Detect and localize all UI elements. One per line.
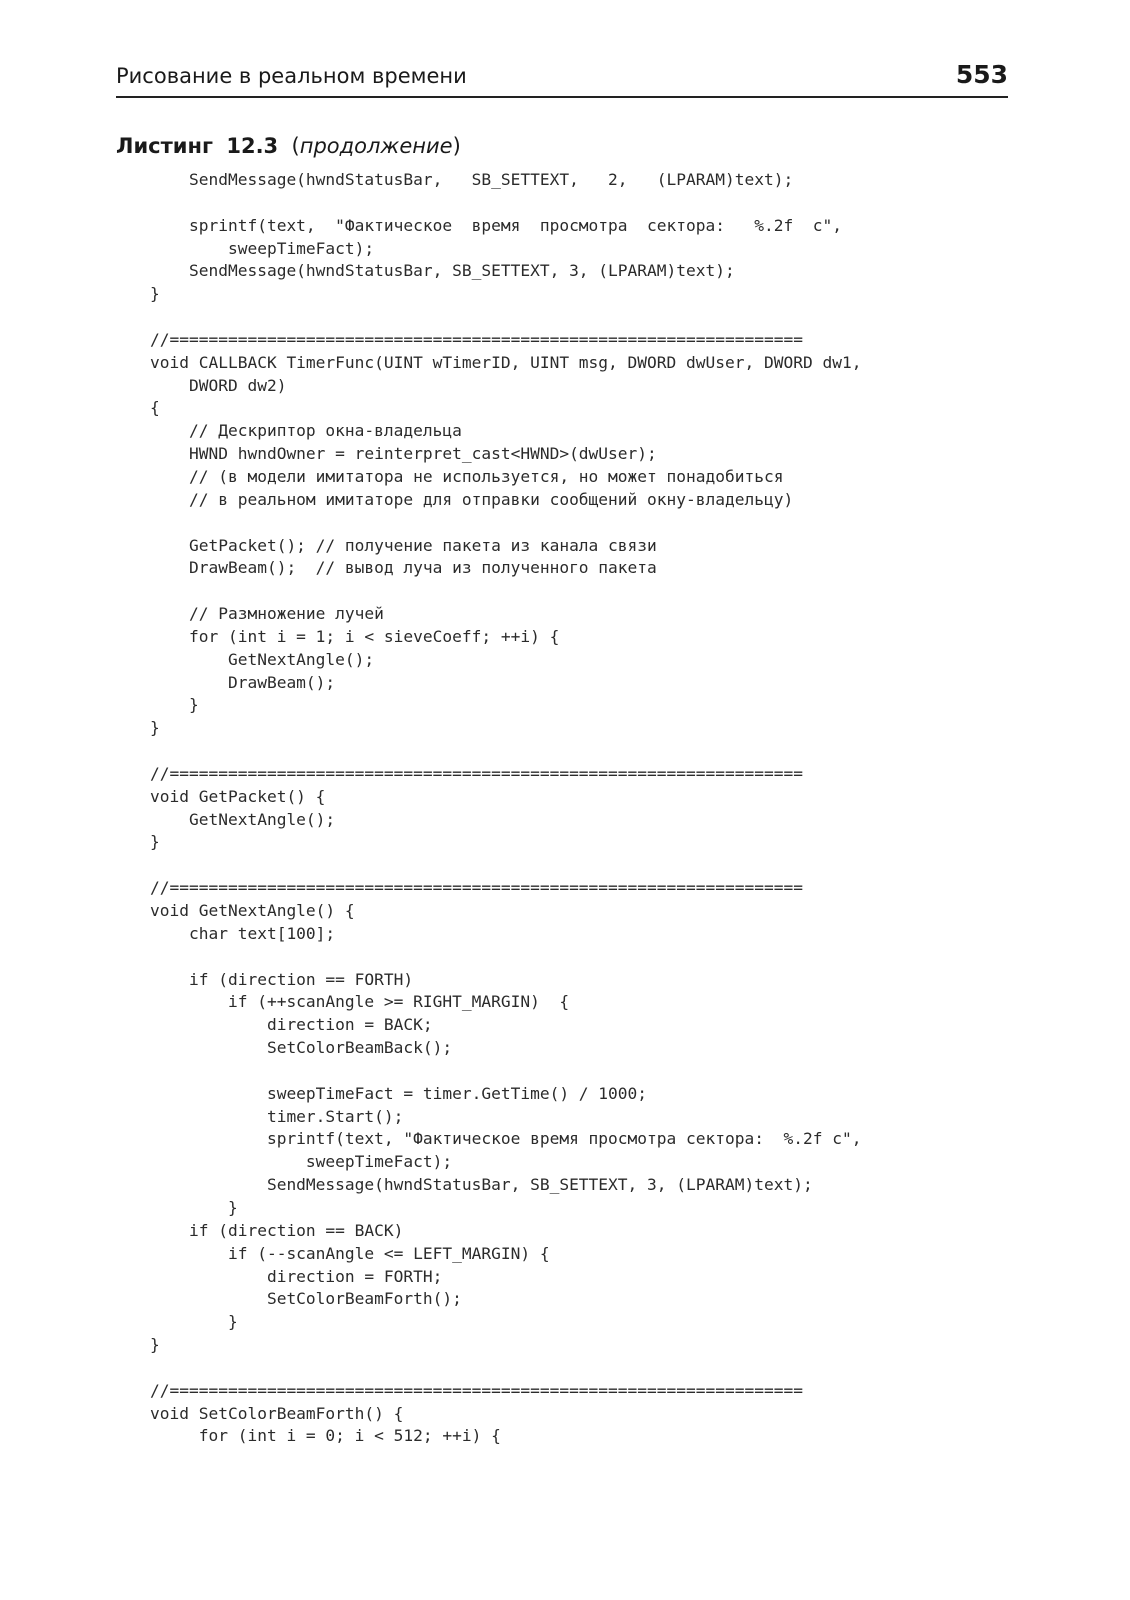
- code-line: [150, 946, 1008, 969]
- code-line: GetNextAngle();: [150, 809, 336, 829]
- code-line: //=================================================================: [150, 1380, 803, 1400]
- code-line: SetColorBeamForth();: [150, 1289, 462, 1309]
- code-line: sweepTimeFact);: [150, 238, 375, 258]
- running-header: [116, 60, 1008, 98]
- code-line: char text[100];: [150, 923, 336, 943]
- code-line: SetColorBeamBack();: [150, 1038, 453, 1058]
- code-line: if (direction == FORTH): [150, 969, 414, 989]
- code-line: }: [150, 695, 199, 715]
- code-line: sweepTimeFact);: [150, 1152, 453, 1172]
- code-line: DrawBeam(); // вывод луча из полученного пакета: [150, 558, 657, 578]
- code-line: GetPacket(); // получение пакета из канала связи: [150, 535, 657, 555]
- code-line: void CALLBACK TimerFunc(UINT wTimerID, UINT msg, DWORD dwUser, DWORD dw1,: [150, 352, 862, 372]
- code-line: [150, 1060, 1008, 1083]
- running-header-title: Рисование в реальном времени: [116, 64, 467, 88]
- code-line: {: [150, 398, 160, 418]
- code-line: [150, 854, 1008, 877]
- code-line: sprintf(text, "Фактическое время просмотра сектора: %.2f с",: [150, 215, 842, 235]
- listing-note: продолжение: [299, 134, 453, 158]
- code-line: //=================================================================: [150, 878, 803, 898]
- code-line: [150, 1357, 1008, 1380]
- code-line: SendMessage(hwndStatusBar, SB_SETTEXT, 3, (LPARAM)text);: [150, 1175, 813, 1195]
- code-line: // (в модели имитатора не используется, но может понадобиться: [150, 466, 784, 486]
- code-line: // Дескриптор окна-владельца: [150, 421, 462, 441]
- code-line: void GetNextAngle() {: [150, 901, 355, 920]
- code-line: for (int i = 1; i < sieveCoeff; ++i) {: [150, 626, 560, 646]
- code-line: GetNextAngle();: [150, 649, 375, 669]
- code-line: }: [150, 718, 160, 738]
- code-listing: [150, 169, 1008, 1448]
- code-line: sprintf(text, "Фактическое время просмотра сектора: %.2f с",: [150, 1129, 862, 1149]
- code-line: }: [150, 1197, 238, 1217]
- code-line: sweepTimeFact = timer.GetTime() / 1000;: [150, 1083, 648, 1103]
- code-line: HWND hwndOwner = reinterpret_cast<HWND>(dwUser);: [150, 444, 657, 464]
- code-line: if (direction == BACK): [150, 1220, 404, 1240]
- code-line: }: [150, 832, 160, 852]
- listing-note-open-paren: (: [291, 134, 300, 158]
- code-line: [150, 740, 1008, 763]
- code-line: [150, 512, 1008, 535]
- code-line: if (++scanAngle >= RIGHT_MARGIN) {: [150, 992, 570, 1012]
- code-line: if (--scanAngle <= LEFT_MARGIN) {: [150, 1243, 550, 1263]
- code-line: DrawBeam();: [150, 672, 336, 692]
- code-line: }: [150, 284, 160, 304]
- listing-label: Листинг: [116, 134, 213, 158]
- code-line: [150, 306, 1008, 329]
- code-line: [150, 580, 1008, 603]
- code-line: }: [150, 1312, 238, 1332]
- listing-note-close-paren: ): [452, 134, 461, 158]
- code-line: void GetPacket() {: [150, 786, 326, 806]
- code-line: direction = BACK;: [150, 1015, 433, 1035]
- code-line: // в реальном имитаторе для отправки сообщений окну-владельцу): [150, 489, 794, 509]
- code-line: timer.Start();: [150, 1106, 404, 1126]
- code-line: SendMessage(hwndStatusBar, SB_SETTEXT, 2, (LPARAM)text);: [150, 170, 794, 189]
- code-line: DWORD dw2): [150, 375, 287, 395]
- code-line: for (int i = 0; i < 512; ++i) {: [150, 1426, 501, 1446]
- listing-caption: [116, 134, 461, 158]
- code-line: [150, 192, 1008, 215]
- code-line: SendMessage(hwndStatusBar, SB_SETTEXT, 3, (LPARAM)text);: [150, 261, 735, 281]
- listing-number: 12.3: [226, 134, 279, 158]
- code-line: //=================================================================: [150, 763, 803, 783]
- code-line: // Размножение лучей: [150, 604, 384, 624]
- code-line: void SetColorBeamForth() {: [150, 1403, 404, 1423]
- code-line: }: [150, 1335, 160, 1355]
- page-number: 553: [955, 60, 1008, 89]
- code-line: //=================================================================: [150, 329, 803, 349]
- code-line: direction = FORTH;: [150, 1266, 443, 1286]
